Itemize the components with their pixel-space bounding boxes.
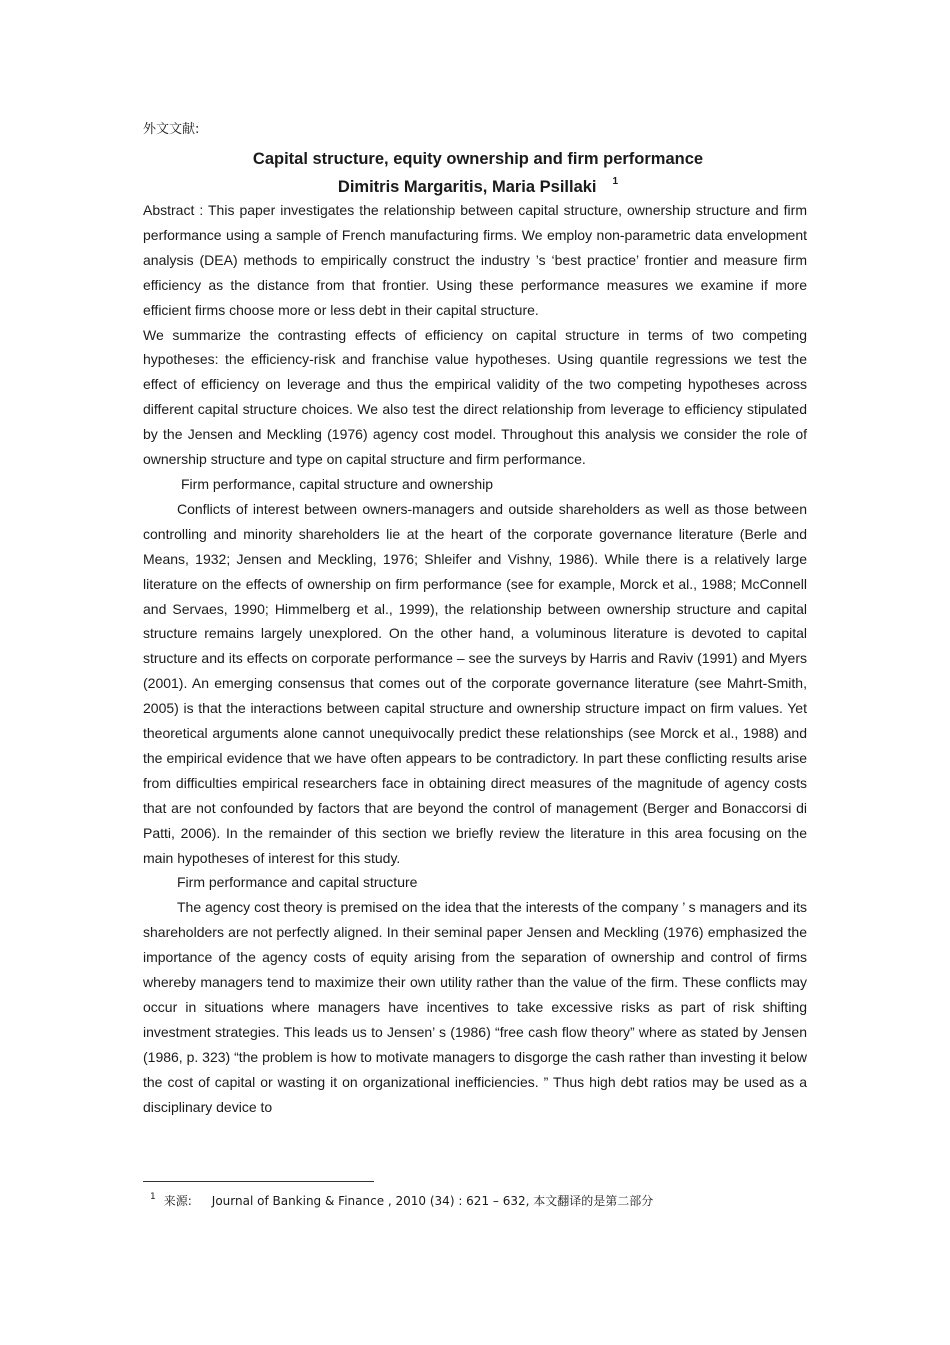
foreign-literature-label: 外文文献: <box>143 122 200 137</box>
author-names: Dimitris Margaritis, Maria Psillaki <box>337 178 597 196</box>
footnote <box>150 1192 653 1209</box>
footnote-source-label: 来源: <box>163 1194 192 1208</box>
paper-title: Capital structure, equity ownership and firm performance <box>252 150 704 168</box>
section-heading-ownership: Firm performance, capital structure and ownership <box>181 475 494 492</box>
abstract-continuation: We summarize the contrasting effects of efficiency on capital structure in terms of two competing hypotheses: the efficiency-risk and franchise value hypotheses. Using quantile regressions we test the effect of efficiency on leverage and thus the empirical validity of the two competing hypotheses across different capital structure choices. We also test the direct relationship from leverage to efficiency stipulated by the Jensen and Meckling (1976) agency cost model. Throughout this analysis we consider the role of ownership structure and type on capital structure and firm performance. <box>143 326 807 468</box>
footnote-mark: 1 <box>150 1192 156 1202</box>
section-body-ownership: Conflicts of interest between owners-managers and outside shareholders as well as those between controlling and minority shareholders lie at the heart of the corporate governance literature (Berle and Means, 1932; Jensen and Meckling, 1976; Shleifer and Vishny, 1986). While there is a relatively large literature on the effects of ownership on firm performance (see for example, Morck et al., 1988; McConnell and Servaes, 1990; Himmelberg et al., 1999), the relationship between ownership structure and capital structure remains largely unexplored. On the other hand, a voluminous literature is devoted to capital structure and its effects on corporate performance – see the surveys by Harris and Raviv (1991) and Myers (2001). An emerging consensus that comes out of the corporate governance literature (see Mahrt-Smith, 2005) is that the interactions between capital structure and ownership structure impact on firm values. Yet theoretical arguments alone cannot unequivocally predict these relationships (see Morck et al., 1988) and the empirical evidence that we have often appears to be contradictory. In part these conflicting results arise from difficulties empirical researchers face in obtaining direct measures of the magnitude of agency costs that are not confounded by factors that are beyond the control of management (Berger and Bonaccorsi di Patti, 2006). In the remainder of this section we briefly review the literature in this area focusing on the main hypotheses of interest for this study. <box>143 500 807 866</box>
footnote-citation: Journal of Banking & Finance , 2010 (34) : 621 – 632, 本文翻译的是第二部分 <box>211 1194 654 1208</box>
section-body-capital-structure: The agency cost theory is premised on the idea that the interests of the company ’ s managers and its shareholders are not perfectly aligned. In their seminal paper Jensen and Meckling (1976) emphasized the importance of the agency costs of equity arising from the separation of ownership and control of firms whereby managers tend to maximize their own utility rather than the value of the firm. These conflicts may occur in situations where managers have incentives to take excessive risks as part of risk shifting investment strategies. This leads us to Jensen’ s (1986) “free cash flow theory” where as stated by Jensen (1986, p. 323) “the problem is how to motivate managers to disgorge the cash rather than investing it below the cost of capital or wasting it on organizational inefficiencies. ” Thus high debt ratios may be used as a disciplinary device to <box>143 899 807 1115</box>
abstract-paragraph: Abstract : This paper investigates the relationship between capital structure, ownership structure and firm performance using a sample of French manufacturing firms. We employ non-parametric data envelopment analysis (DEA) methods to empirically construct the industry ’s ‘best practice’ frontier and measure firm efficiency as the distance from that frontier. Using these performance measures we examine if more efficient firms choose more or less debt in their capital structure. <box>143 202 807 318</box>
section-heading-capital-structure: Firm performance and capital structure <box>177 874 418 891</box>
author-footnote-mark: 1 <box>612 176 619 187</box>
document-page <box>143 118 807 1120</box>
paper-authors <box>149 171 807 198</box>
footnote-divider <box>143 1181 374 1182</box>
